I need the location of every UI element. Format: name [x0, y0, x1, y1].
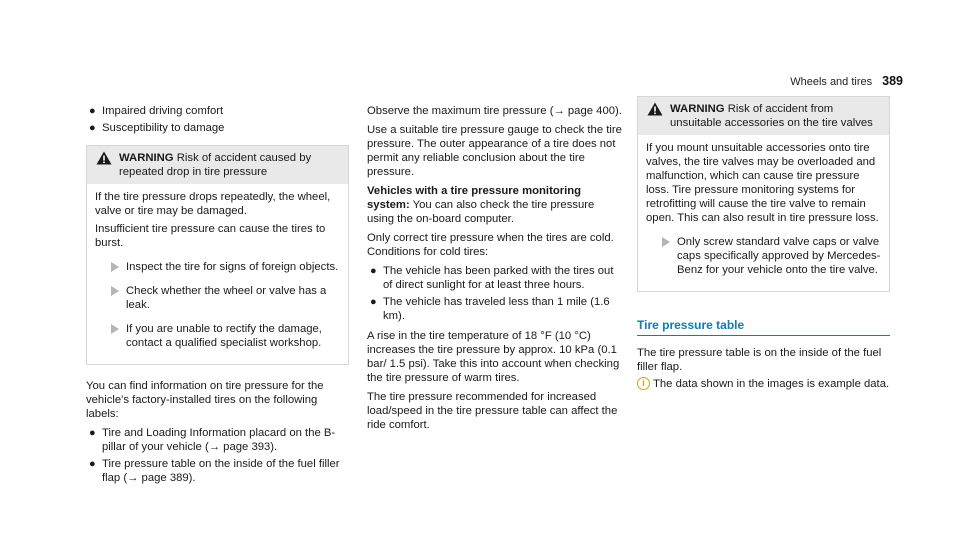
- page-number: 389: [882, 74, 903, 88]
- paragraph: The tire pressure table is on the inside of the fuel filler flap.: [637, 347, 882, 373]
- warning-triangle-icon: [96, 151, 112, 165]
- action-step: Inspect the tire for signs of foreign objects.: [95, 260, 340, 274]
- column-2: [367, 104, 622, 437]
- list-item: ● Tire and Loading Information placard on the B-pillar of your vehicle (→ page 393).: [89, 427, 336, 453]
- note: [637, 377, 890, 391]
- warning-header: [87, 146, 348, 184]
- warning-text: If the tire pressure drops repeatedly, the wheel, valve or tire may be damaged.: [95, 191, 331, 217]
- warning-label: WARNING: [119, 152, 174, 164]
- bullet-icon: ●: [89, 458, 96, 470]
- paragraph: Only correct tire pressure when the tires are cold. Conditions for cold tires:: [367, 232, 614, 258]
- arrow-right-icon: [111, 286, 119, 296]
- list-item: ● The vehicle has traveled less than 1 mile (1.6 km).: [370, 296, 610, 322]
- paragraph: The tire pressure recommended for increased load/speed in the tire pressure table can affect the ride comfort.: [367, 391, 618, 431]
- info-icon: i: [637, 377, 650, 390]
- list-item: ● Susceptibility to damage: [89, 122, 225, 134]
- arrow-right-icon: [662, 237, 670, 247]
- paragraph: Vehicles with a tire pressure monitoring system: You can also check the tire pressure using the on-board computer.: [367, 185, 595, 225]
- section-heading: Tire pressure table: [637, 318, 890, 336]
- warning-body: [87, 184, 348, 364]
- warning-text: If you mount unsuitable accessories onto tire valves, the tire valves may be overloaded and malfunction, which can cause tire pressure loss. Tire pressure monitoring systems for retrofitting will cause the tire valve to remain open. This can also result in tire pressure loss.: [646, 142, 879, 224]
- bullet-icon: ●: [89, 122, 96, 134]
- warning-label: WARNING: [670, 103, 725, 115]
- list-item: ● The vehicle has been parked with the tires out of direct sunlight for at least three hours.: [370, 265, 614, 291]
- section-title: Wheels and tires: [790, 76, 873, 88]
- paragraph: Use a suitable tire pressure gauge to check the tire pressure. The outer appearance of a tire does not permit any reliable conclusion about the tire pressure.: [367, 124, 622, 178]
- list-item: ● Impaired driving comfort: [89, 105, 224, 117]
- warning-box: [86, 145, 349, 365]
- arrow-right-icon: [111, 262, 119, 272]
- column-3: [637, 96, 890, 391]
- warning-text: Insufficient tire pressure can cause the tires to burst.: [95, 223, 326, 249]
- warning-body: [638, 135, 889, 291]
- warning-title: Risk of accident from unsuitable accessories on the tire valves: [670, 103, 873, 129]
- arrow-right-icon: [111, 324, 119, 334]
- warning-title: Risk of accident caused by repeated drop in tire pressure: [119, 152, 312, 178]
- bullet-icon: ●: [89, 105, 96, 117]
- action-step: If you are unable to rectify the damage, contact a qualified specialist workshop.: [95, 322, 340, 350]
- paragraph-label: Vehicles with a tire pressure monitoring system:: [367, 185, 582, 211]
- bullet-icon: ●: [370, 265, 377, 277]
- page-header: [790, 74, 903, 89]
- warning-triangle-icon: [647, 102, 663, 116]
- paragraph: You can find information on tire pressure for the vehicle's factory-installed tires on the following labels:: [86, 380, 324, 420]
- column-1: [86, 104, 349, 488]
- warning-header: [638, 97, 889, 135]
- bullet-icon: ●: [89, 427, 96, 439]
- paragraph: A rise in the tire temperature of 18 °F (10 °C) increases the tire pressure by approx. 10 kPa (0.1 bar/ 1.5 psi). Take this into account when checking the tire pressure of warm tires.: [367, 330, 620, 384]
- action-step: Check whether the wheel or valve has a leak.: [95, 284, 340, 312]
- warning-box: [637, 96, 890, 292]
- paragraph: Observe the maximum tire pressure (→ page 400).: [367, 105, 622, 117]
- bullet-icon: ●: [370, 296, 377, 308]
- list-item: ● Tire pressure table on the inside of the fuel filler flap (→ page 389).: [89, 458, 340, 484]
- action-step: Only screw standard valve caps or valve caps specifically approved by Mercedes-Benz for your vehicle onto the tire valve.: [646, 235, 881, 277]
- note-text: The data shown in the images is example data.: [653, 378, 890, 390]
